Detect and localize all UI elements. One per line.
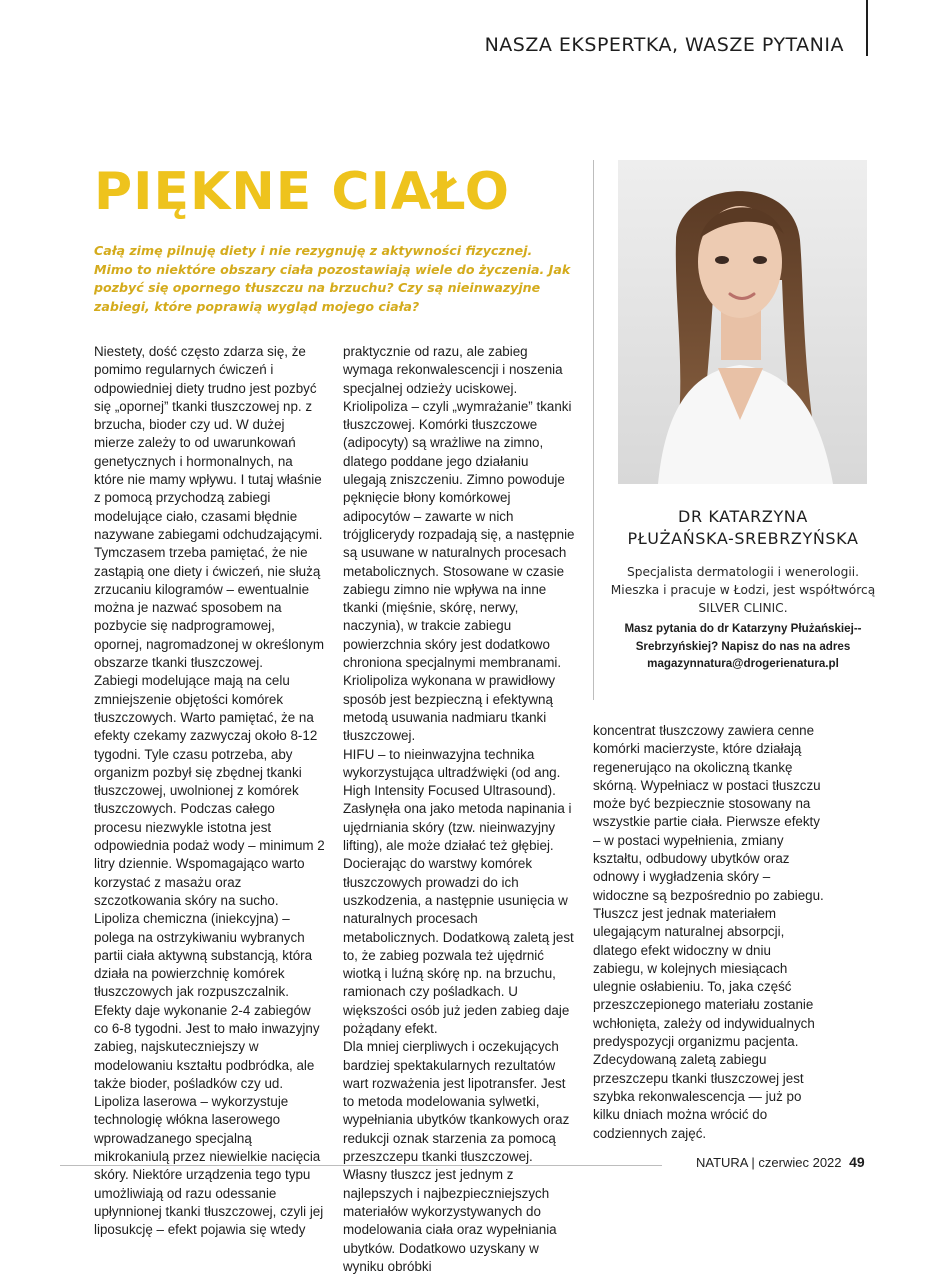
section-header: NASZA EKSPERTKA, WASZE PYTANIA [484, 34, 844, 56]
reader-contact-note: Masz pytania do dr Katarzyny Płużańskiej--Srebrzyńskiej? Napisz do nas na adres magazynnatura@drogerienatura.pl [624, 622, 862, 670]
column-divider [593, 160, 594, 700]
paragraph: Dla mniej cierpliwych i oczekujących bardziej spektakularnych rezultatów wart rozważenia jest lipotransfer. Jest to metoda modelowania sylwetki, wypełniania ubytków tkankowych oraz redukcji oznak starzenia za pomocą przeszczepu tkanki tłuszczowej. Własny tłuszcz jest jednym z najlepszych i najbezpieczniejszych materiałów wykorzystywanych do modelowania ciała oraz wypełniania ubytków. Dodatkowo uzyskany w wyniku obróbki [343, 1039, 570, 1274]
paragraph: Lipoliza laserowa – wykorzystuje technologię włókna laserowego wprowadzanego specjalną mikrokaniulą przez niewielkie nacięcia skóry. Niektóre urządzenia tego typu umożliwiają od razu odessanie upłynnionej tkanki tłuszczowej, czyli jej liposukcję – efekt pojawia się wtedy [94, 1094, 324, 1238]
expert-portrait-photo [618, 160, 867, 484]
magazine-name: NATURA [696, 1155, 748, 1170]
issue-date: czerwiec 2022 [758, 1155, 842, 1170]
paragraph: Lipoliza chemiczna (iniekcyjna) – polega na ostrzykiwaniu wybranych partii ciała aktywną substancją, która działa na powierzchnię komórek tłuszczowych jak rozpuszczalnik. Efekty daje wykonanie 2-4 zabiegów co 6-8 tygodni. Jest to mało inwazyjny zabieg, najskuteczniejszy w modelowaniu kształtu podbródka, ale także bioder, pośladków czy ud. [94, 911, 320, 1091]
footer-separator: | [751, 1155, 755, 1170]
expert-name-line-1: DR KATARZYNA [678, 507, 808, 526]
expert-name [608, 506, 878, 550]
expert-name-line-2: PŁUŻAŃSKA-SREBRZYŃSKA [627, 529, 859, 548]
portrait-illustration [618, 160, 867, 484]
expert-bio: Specjalista dermatologii i wenerologii. Mieszka i pracuje w Łodzi, jest współtwórcą SILVER CLINIC. [610, 565, 876, 615]
footer-rule [60, 1165, 662, 1166]
paragraph: HIFU – to nieinwazyjna technika wykorzystująca ultradźwięki (od ang. High Intensity Focused Ultrasound). Zasłynęła ona jako metoda napinania i ujędrniania skóry (tzw. nieinwazyjny lifting), ale może działać też głębiej. Docierając do warstwy komórek tłuszczowych prowadzi do ich uszkodzenia, a następnie usunięcia w naturalnych procesach metabolicznych. Dodatkową zaletą jest to, że zabieg pozwala też ujędrnić wiotką i luźną skórę np. na brzuchu, ramionach czy pośladkach. U większości osób już jeden zabieg daje pożądany efekt. [343, 746, 574, 1036]
paragraph: koncentrat tłuszczowy zawiera cenne komórki macierzyste, które działają regenerująco na okoliczną tkankę skórną. Wypełniacz w postaci tłuszczu może być bezpiecznie stosowany na wszystkie partie ciała. Pierwsze efekty – w postaci wypełnienia, zmiany kształtu, odbudowy ubytków oraz odnowy i wygładzenia skóry – widoczne są bezpośrednio po zabiegu. Tłuszcz jest jednak materiałem ulegającym naturalnej absorpcji, dlatego efekt widoczny w dniu zabiegu, w kolejnych miesiącach ulegnie osłabieniu. To, jaka część przeszczepionego materiału zostanie wchłonięta, zależy od indywidualnych predyspozycji organizmu pacjenta. Zdecydowaną zaletą zabiegu przeszczepu tkanki tłuszczowej jest szybka rekonwalescencja — już po kilku dniach można wrócić do codziennych zajęć. [593, 723, 824, 1141]
article-column-2 [343, 343, 575, 1276]
header-vertical-rule [866, 0, 868, 56]
article-column-1 [94, 343, 326, 1240]
paragraph: praktycznie od razu, ale zabieg wymaga rekonwalescencji i noszenia specjalnej odzieży uciskowej. [343, 344, 563, 396]
page-number: 49 [849, 1154, 865, 1170]
paragraph: Zabiegi modelujące mają na celu zmniejszenie objętości komórek tłuszczowych. Warto pamiętać, że na efekty czekamy zazwyczaj około 8-12 tygodni. Tyle czasu potrzeba, aby organizm pozbył się zbędnej tkanki tłuszczowej, uwolnionej z komórek tłuszczowych. Podczas całego procesu niezwykle istotna jest odpowiednia podaż wody – minimum 2 litry dziennie. Wspomagająco warto korzystać z masażu oraz szczotkowania skóry na sucho. [94, 673, 325, 908]
article-lead: Całą zimę pilnuję diety i nie rezygnuję z aktywności fizycznej. Mimo to niektóre obszary ciała pozostawiają wiele do życzenia. Jak pozbyć się opornego tłuszczu na brzuchu? Czy są nieinwazyjne zabiegi, które poprawią wygląd mojego ciała? [94, 243, 571, 314]
article-title: PIĘKNE CIAŁO [94, 162, 510, 222]
paragraph: Niestety, dość często zdarza się, że pomimo regularnych ćwiczeń i odpowiedniej diety trudno jest pozbyć się „opornej” tkanki tłuszczowej np. z brzucha, bioder czy ud. W dużej mierze zależy to od uwarunkowań genetycznych i hormonalnych, na które nie mamy wpływu. I tutaj właśnie z pomocą przychodzą zabiegi modelujące ciało, czasami błędnie nazywane zabiegami odchudzającymi. Tymczasem trzeba pamiętać, że nie zastąpią one diety i ćwiczeń, nie służą zrzucaniu kilogramów – ewentualnie można je nazwać sposobem na pozbycie się nadprogramowej, opornej, nagromadzonej w określonym obszarze tkanki tłuszczowej. [94, 344, 324, 671]
page-footer [696, 1154, 865, 1170]
article-column-3 [593, 722, 825, 1143]
paragraph: Kriolipoliza – czyli „wymrażanie” tkanki tłuszczowej. Komórki tłuszczowe (adipocyty) są wrażliwe na zimno, dlatego poddane jego działaniu ulegają zniszczeniu. Zimno powoduje pęknięcie błony komórkowej adipocytów – zawarte w nich trójglicerydy rozpadają się, a następnie są usuwane w naturalnych procesach metabolicznych. Stosowane w czasie zabiegu zimno nie wpływa na inne tkanki (mięśnie, skórę, nerwy, naczynia), w trakcie zabiegu powierzchnia skóry jest dodatkowo chroniona specjalnymi membranami. Kriolipoliza wykonana w prawidłowy sposób jest bezpieczną i efektywną metodą usuwania nadmiaru tkanki tłuszczowej. [343, 398, 575, 744]
